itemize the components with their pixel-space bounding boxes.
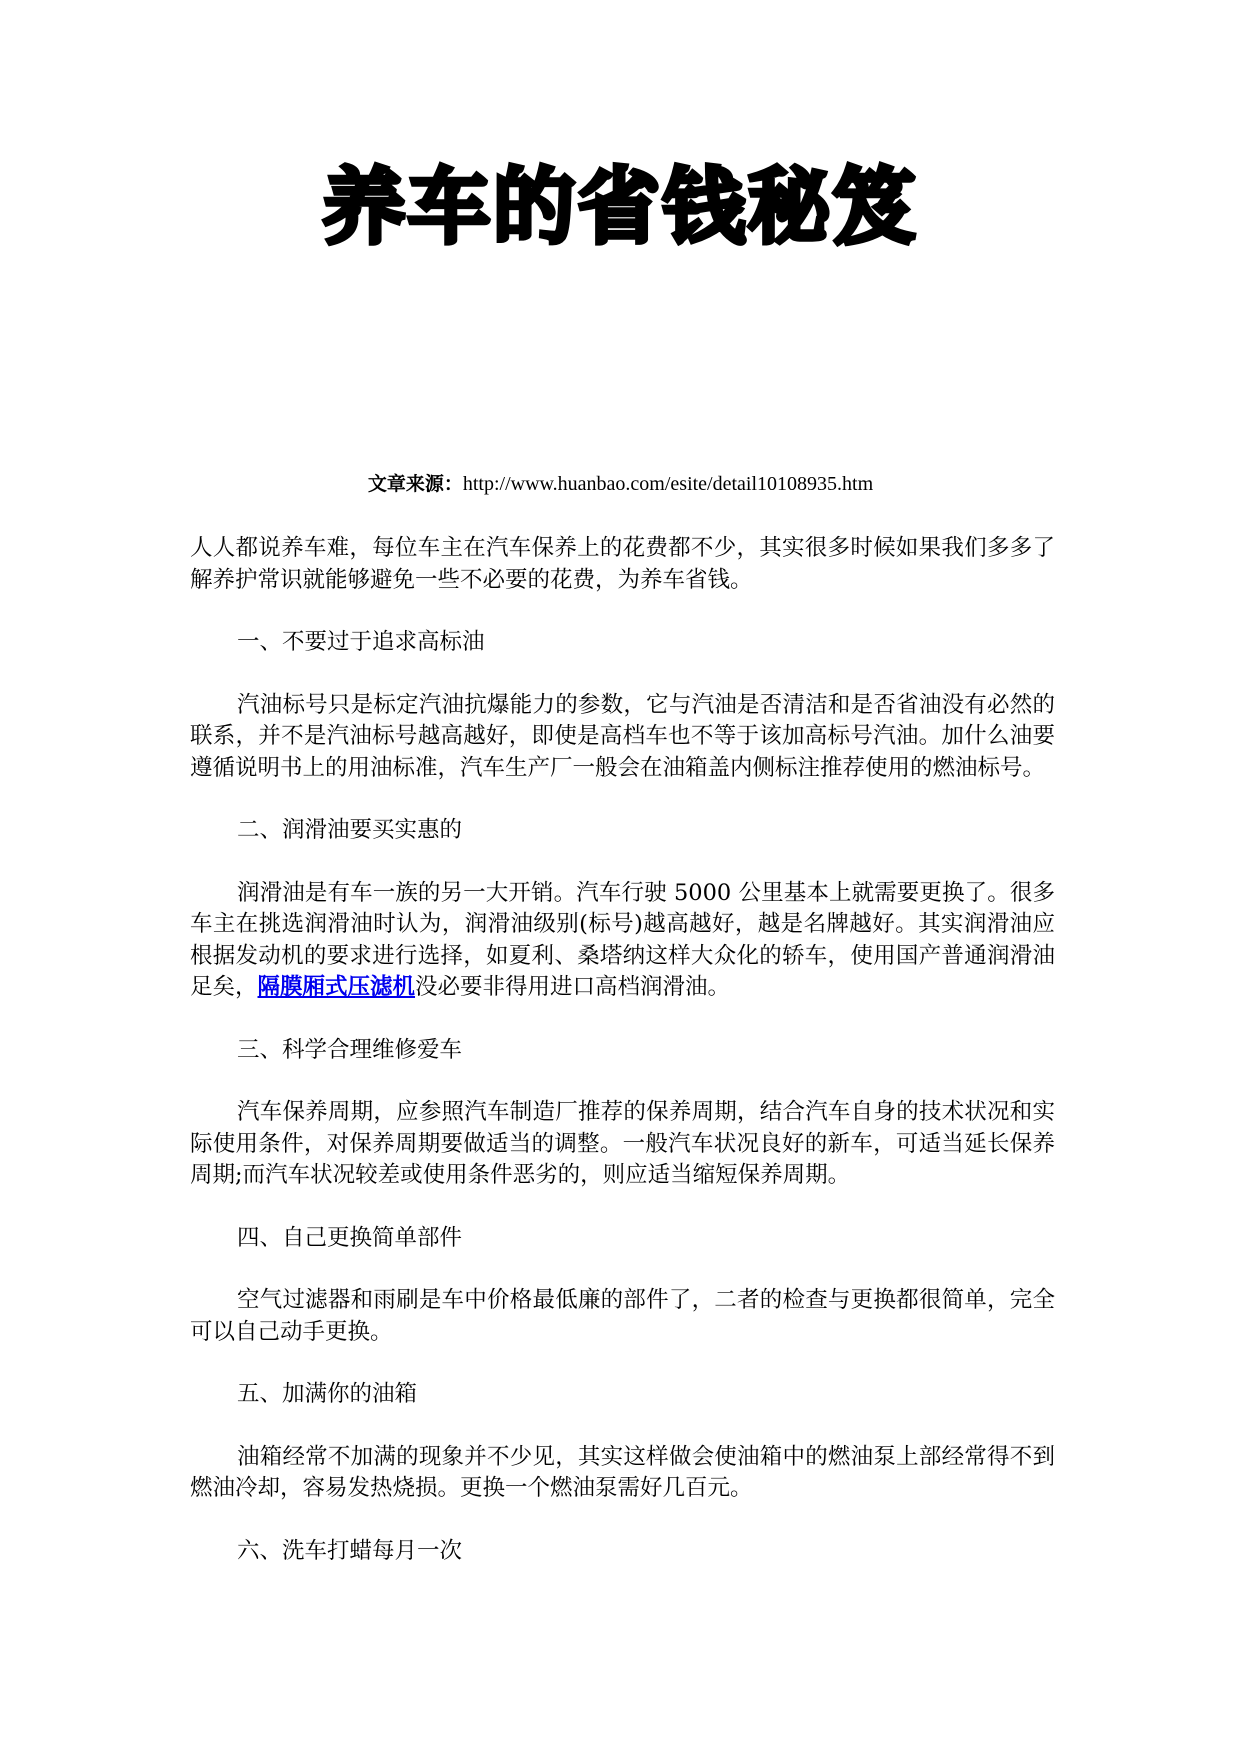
intro-paragraph: 人人都说养车难，每位车主在汽车保养上的花费都不少，其实很多时候如果我们多多了解养护常识就能够避免一些不必要的花费，为养车省钱。 [190, 535, 1055, 593]
section-body-2-text-before: 润滑油是有车一族的另一大开销。汽车行驶 5000 公里基本上就需要更换了。很多车主在挑选润滑油时认为，润滑油级别(标号)越高越好，越是名牌越好。其实润滑油应根据发动机的要求进行选择，如夏利、桑塔纳这样大众化的轿车，使用国产普通润滑油足矣， [190, 879, 1055, 1000]
section-body-4: 空气过滤器和雨刷是车中价格最低廉的部件了，二者的检查与更换都很简单，完全可以自己动手更换。 [190, 1287, 1055, 1345]
section-heading-4: 四、自己更换简单部件 [237, 1224, 463, 1251]
article-body [190, 533, 1055, 1598]
filter-press-link[interactable]: 隔膜厢式压滤机 [257, 974, 416, 1000]
section-body-2-text-after: 没必要非得用进口高档润滑油。 [415, 974, 731, 1000]
source-url: http://www.huanbao.com/esite/detail10108935.htm [462, 473, 874, 495]
section-heading-1: 一、不要过于追求高标油 [237, 629, 485, 655]
section-body-2 [190, 878, 1055, 1004]
section-heading-5: 五、加满你的油箱 [237, 1381, 418, 1407]
section-body-1: 汽油标号只是标定汽油抗爆能力的参数，它与汽油是否清洁和是否省油没有必然的联系，并不是汽油标号越高越好，即使是高档车也不等于该加高标号汽油。加什么油要遵循说明书上的用油标准，汽车生产厂一般会在油箱盖内侧标注推荐使用的燃油标号。 [190, 691, 1055, 781]
section-heading-2: 二、润滑油要买实惠的 [237, 817, 463, 843]
source-label: 文章来源： [367, 473, 463, 495]
section-body-5: 油箱经常不加满的现象并不少见，其实这样做会使油箱中的燃油泵上部经常得不到燃油冷却，容易发热烧损。更换一个燃油泵需好几百元。 [190, 1443, 1055, 1501]
section-heading-6: 六、洗车打蜡每月一次 [237, 1537, 463, 1564]
source-line [0, 470, 1241, 498]
page-title: 养车的省钱秘笈 [322, 160, 918, 255]
section-heading-3: 三、科学合理维修爱车 [237, 1036, 463, 1063]
section-body-3: 汽车保养周期，应参照汽车制造厂推荐的保养周期，结合汽车自身的技术状况和实际使用条件，对保养周期要做适当的调整。一般汽车状况良好的新车，可适当延长保养周期;而汽车状况较差或使用条件恶劣的，则应适当缩短保养周期。 [190, 1099, 1055, 1188]
